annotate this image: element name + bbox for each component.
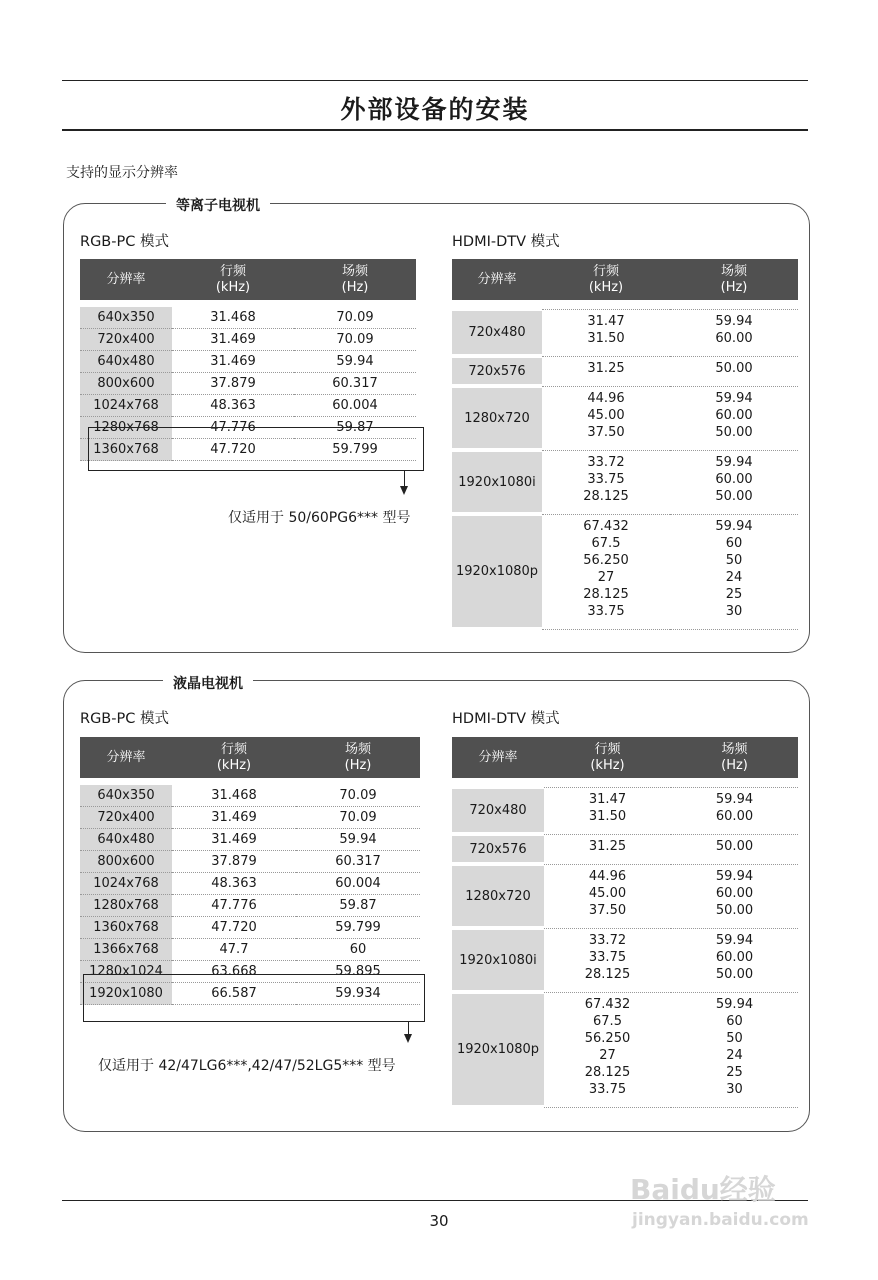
cell-resolution: 1366x768 (80, 939, 172, 961)
hfreq-value: 27 (597, 569, 615, 585)
lcd-label: 液晶电视机 (163, 673, 253, 693)
table-row (452, 514, 798, 629)
cell-hfreq: 47.776 (172, 417, 294, 439)
page-title: 外部设备的安装 (340, 95, 530, 124)
vfreq-value: 50.00 (715, 488, 753, 504)
cell-hfreq: 47.720 (172, 917, 296, 939)
cell-resolution: 640x480 (80, 351, 172, 373)
vfreq-value: 59.94 (715, 518, 753, 534)
hfreq-value: 31.25 (587, 360, 625, 376)
vfreq-value: 60 (726, 1013, 743, 1029)
plasma-hdmi-title: HDMI-DTV 模式 (452, 234, 560, 250)
plasma-label: 等离子电视机 (166, 195, 270, 215)
cell-vfreq (671, 834, 798, 864)
cell-resolution: 640x350 (80, 785, 172, 807)
cell-hfreq (542, 450, 670, 514)
cell-hfreq: 31.468 (172, 307, 294, 329)
hfreq-value: 33.72 (588, 932, 627, 948)
vfreq-value: 60.00 (715, 471, 753, 487)
hfreq-value: 31.25 (588, 838, 627, 854)
vfreq-value: 60.00 (715, 407, 753, 423)
cell-vfreq: 59.87 (294, 417, 416, 439)
vfreq-value: 50.00 (715, 838, 754, 854)
table-row (452, 309, 798, 356)
cell-resolution: 1280x720 (452, 386, 542, 450)
vfreq-value: 50 (725, 552, 743, 568)
header-vfreq: 场频 (Hz) (296, 737, 420, 778)
cell-vfreq: 70.09 (296, 807, 420, 829)
cell-resolution: 1280x768 (80, 895, 172, 917)
cell-hfreq (542, 386, 670, 450)
lcd-rgb-table (80, 737, 420, 1005)
hfreq-value: 33.72 (587, 454, 625, 470)
cell-hfreq: 63.668 (172, 961, 296, 983)
vfreq-value: 60.00 (715, 330, 753, 346)
cell-resolution: 720x480 (452, 309, 542, 356)
cell-vfreq: 59.799 (296, 917, 420, 939)
cell-resolution: 640x480 (80, 829, 172, 851)
hfreq-value: 33.75 (588, 1081, 627, 1097)
header-resolution: 分辨率 (452, 259, 542, 300)
hfreq-value: 33.75 (587, 603, 625, 619)
vfreq-value: 50.00 (715, 424, 753, 440)
vfreq-value: 60.00 (715, 885, 754, 901)
cell-hfreq: 48.363 (172, 395, 294, 417)
cell-vfreq: 59.94 (296, 829, 420, 851)
hfreq-value: 56.250 (583, 552, 629, 568)
header-resolution: 分辨率 (452, 737, 544, 778)
table-row (80, 939, 420, 961)
cell-hfreq (544, 864, 671, 928)
cell-resolution: 720x480 (452, 787, 544, 834)
header-vfreq: 场频 (Hz) (671, 737, 798, 778)
hfreq-value: 31.50 (588, 808, 627, 824)
cell-vfreq (671, 928, 798, 992)
vfreq-value: 59.94 (715, 454, 753, 470)
vfreq-value: 30 (726, 1081, 743, 1097)
vfreq-value: 24 (726, 1047, 743, 1063)
hfreq-value: 33.75 (588, 949, 627, 965)
vfreq-value: 50.00 (715, 902, 754, 918)
cell-hfreq: 47.720 (172, 439, 294, 461)
hfreq-value: 67.5 (591, 535, 621, 551)
table-row (452, 928, 798, 992)
lcd-note: 仅适用于 42/47LG6***,42/47/52LG5*** 型号 (98, 1058, 396, 1074)
cell-vfreq (670, 514, 798, 629)
cell-resolution: 1360x768 (80, 917, 172, 939)
table-row (452, 450, 798, 514)
vfreq-value: 60 (725, 535, 743, 551)
cell-resolution: 1024x768 (80, 873, 172, 895)
cell-vfreq: 60.004 (294, 395, 416, 417)
hfreq-value: 44.96 (587, 390, 625, 406)
table-row (452, 787, 798, 834)
vfreq-value: 59.94 (715, 932, 754, 948)
cell-hfreq: 66.587 (172, 983, 296, 1005)
cell-resolution: 720x400 (80, 807, 172, 829)
cell-resolution: 720x576 (452, 834, 544, 864)
cell-vfreq: 70.09 (296, 785, 420, 807)
cell-hfreq: 31.469 (172, 829, 296, 851)
header-resolution: 分辨率 (80, 737, 172, 778)
table-row (452, 386, 798, 450)
hfreq-value: 33.75 (587, 471, 625, 487)
header-vfreq: 场频 (Hz) (294, 259, 416, 300)
cell-vfreq: 70.09 (294, 329, 416, 351)
cell-resolution: 1360x768 (80, 439, 172, 461)
hfreq-value: 27 (599, 1047, 616, 1063)
cell-vfreq: 59.934 (296, 983, 420, 1005)
lcd-rgb-title: RGB-PC 模式 (80, 711, 169, 727)
cell-resolution: 800x600 (80, 373, 172, 395)
vfreq-value: 59.94 (715, 996, 754, 1012)
plasma-note: 仅适用于 50/60PG6*** 型号 (228, 510, 411, 526)
cell-resolution: 1280x768 (80, 417, 172, 439)
vfreq-value: 59.94 (715, 868, 754, 884)
vfreq-value: 59.94 (715, 390, 753, 406)
vfreq-value: 59.94 (715, 313, 753, 329)
cell-hfreq: 31.469 (172, 351, 294, 373)
hfreq-value: 44.96 (588, 868, 627, 884)
cell-vfreq (671, 864, 798, 928)
cell-hfreq: 37.879 (172, 373, 294, 395)
header-hfreq: 行频 (kHz) (172, 259, 294, 300)
plasma-rgb-title: RGB-PC 模式 (80, 234, 169, 250)
cell-vfreq: 59.799 (294, 439, 416, 461)
cell-resolution: 720x400 (80, 329, 172, 351)
cell-vfreq: 60.317 (296, 851, 420, 873)
lcd-highlight-box (83, 974, 425, 1022)
cell-resolution: 1280x720 (452, 864, 544, 928)
cell-vfreq (670, 450, 798, 514)
table-row (80, 351, 416, 373)
vfreq-value: 25 (726, 1064, 743, 1080)
lcd-note-arrow (408, 1021, 409, 1035)
cell-hfreq: 47.7 (172, 939, 296, 961)
title-rule (62, 129, 808, 131)
table-row (80, 807, 420, 829)
table-row (452, 864, 798, 928)
cell-hfreq (542, 356, 670, 386)
cell-resolution: 1920x1080 (80, 983, 172, 1005)
vfreq-value: 59.94 (715, 791, 754, 807)
vfreq-value: 50.00 (715, 966, 754, 982)
hfreq-value: 28.125 (584, 966, 631, 982)
cell-vfreq (671, 992, 798, 1107)
hfreq-value: 37.50 (588, 902, 627, 918)
table-row (452, 834, 798, 864)
cell-resolution: 1024x768 (80, 395, 172, 417)
hfreq-value: 28.125 (583, 586, 629, 602)
cell-vfreq: 60 (296, 939, 420, 961)
hfreq-value: 67.432 (584, 996, 631, 1012)
header-resolution: 分辨率 (80, 259, 172, 300)
watermark-brand: Baidu经验 (630, 1173, 776, 1206)
plasma-note-arrow-head (400, 486, 408, 495)
table-row (80, 785, 420, 807)
table-row (80, 829, 420, 851)
header-vfreq: 场频 (Hz) (670, 259, 798, 300)
vfreq-value: 30 (725, 603, 743, 619)
cell-vfreq (670, 356, 798, 386)
table-row (80, 307, 416, 329)
cell-vfreq (671, 787, 798, 834)
cell-hfreq (542, 309, 670, 356)
hfreq-value: 31.47 (588, 791, 627, 807)
lcd-hdmi-title: HDMI-DTV 模式 (452, 711, 560, 727)
hfreq-value: 37.50 (587, 424, 625, 440)
vfreq-value: 60.00 (715, 808, 754, 824)
vfreq-value: 50 (726, 1030, 743, 1046)
vfreq-value: 24 (725, 569, 743, 585)
lcd-hdmi-table (452, 737, 798, 1109)
page-subtitle: 支持的显示分辨率 (66, 165, 178, 181)
table-row (80, 329, 416, 351)
cell-vfreq: 60.317 (294, 373, 416, 395)
cell-vfreq: 59.94 (294, 351, 416, 373)
cell-vfreq (670, 309, 798, 356)
cell-resolution: 1920x1080i (452, 928, 544, 992)
table-row (80, 873, 420, 895)
cell-resolution: 1920x1080i (452, 450, 542, 514)
table-row (80, 373, 416, 395)
hfreq-value: 67.432 (583, 518, 629, 534)
cell-hfreq (544, 992, 671, 1107)
watermark-url: jingyan.baidu.com (632, 1210, 809, 1230)
plasma-highlight-box (88, 427, 424, 471)
cell-hfreq: 48.363 (172, 873, 296, 895)
cell-resolution: 1920x1080p (452, 992, 544, 1107)
top-rule (62, 80, 808, 81)
table-row (80, 395, 416, 417)
hfreq-value: 31.47 (587, 313, 625, 329)
cell-resolution: 720x576 (452, 356, 542, 386)
hfreq-value: 67.5 (593, 1013, 622, 1029)
cell-vfreq: 59.895 (296, 961, 420, 983)
cell-resolution: 1280x1024 (80, 961, 172, 983)
table-row (452, 356, 798, 386)
cell-hfreq (544, 928, 671, 992)
cell-vfreq: 60.004 (296, 873, 420, 895)
cell-resolution: 800x600 (80, 851, 172, 873)
page-number: 30 (429, 1212, 449, 1230)
vfreq-value: 60.00 (715, 949, 754, 965)
hfreq-value: 28.125 (584, 1064, 631, 1080)
vfreq-value: 50.00 (715, 360, 753, 376)
header-hfreq: 行频 (kHz) (544, 737, 671, 778)
cell-hfreq (544, 834, 671, 864)
header-hfreq: 行频 (kHz) (542, 259, 670, 300)
cell-hfreq (542, 514, 670, 629)
hfreq-value: 28.125 (583, 488, 629, 504)
lcd-note-arrow-head (404, 1034, 412, 1043)
table-row (80, 851, 420, 873)
hfreq-value: 45.00 (588, 885, 627, 901)
cell-resolution: 640x350 (80, 307, 172, 329)
vfreq-value: 25 (725, 586, 743, 602)
cell-hfreq: 37.879 (172, 851, 296, 873)
cell-hfreq: 31.469 (172, 329, 294, 351)
plasma-hdmi-table (452, 259, 798, 631)
table-row (80, 917, 420, 939)
hfreq-value: 31.50 (587, 330, 625, 346)
header-hfreq: 行频 (kHz) (172, 737, 296, 778)
cell-hfreq: 31.469 (172, 807, 296, 829)
hfreq-value: 56.250 (584, 1030, 631, 1046)
cell-vfreq (670, 386, 798, 450)
cell-hfreq (544, 787, 671, 834)
table-row (80, 895, 420, 917)
cell-resolution: 1920x1080p (452, 514, 542, 629)
hfreq-value: 45.00 (587, 407, 625, 423)
cell-hfreq: 47.776 (172, 895, 296, 917)
cell-vfreq: 70.09 (294, 307, 416, 329)
cell-vfreq: 59.87 (296, 895, 420, 917)
table-row (452, 992, 798, 1107)
cell-hfreq: 31.468 (172, 785, 296, 807)
